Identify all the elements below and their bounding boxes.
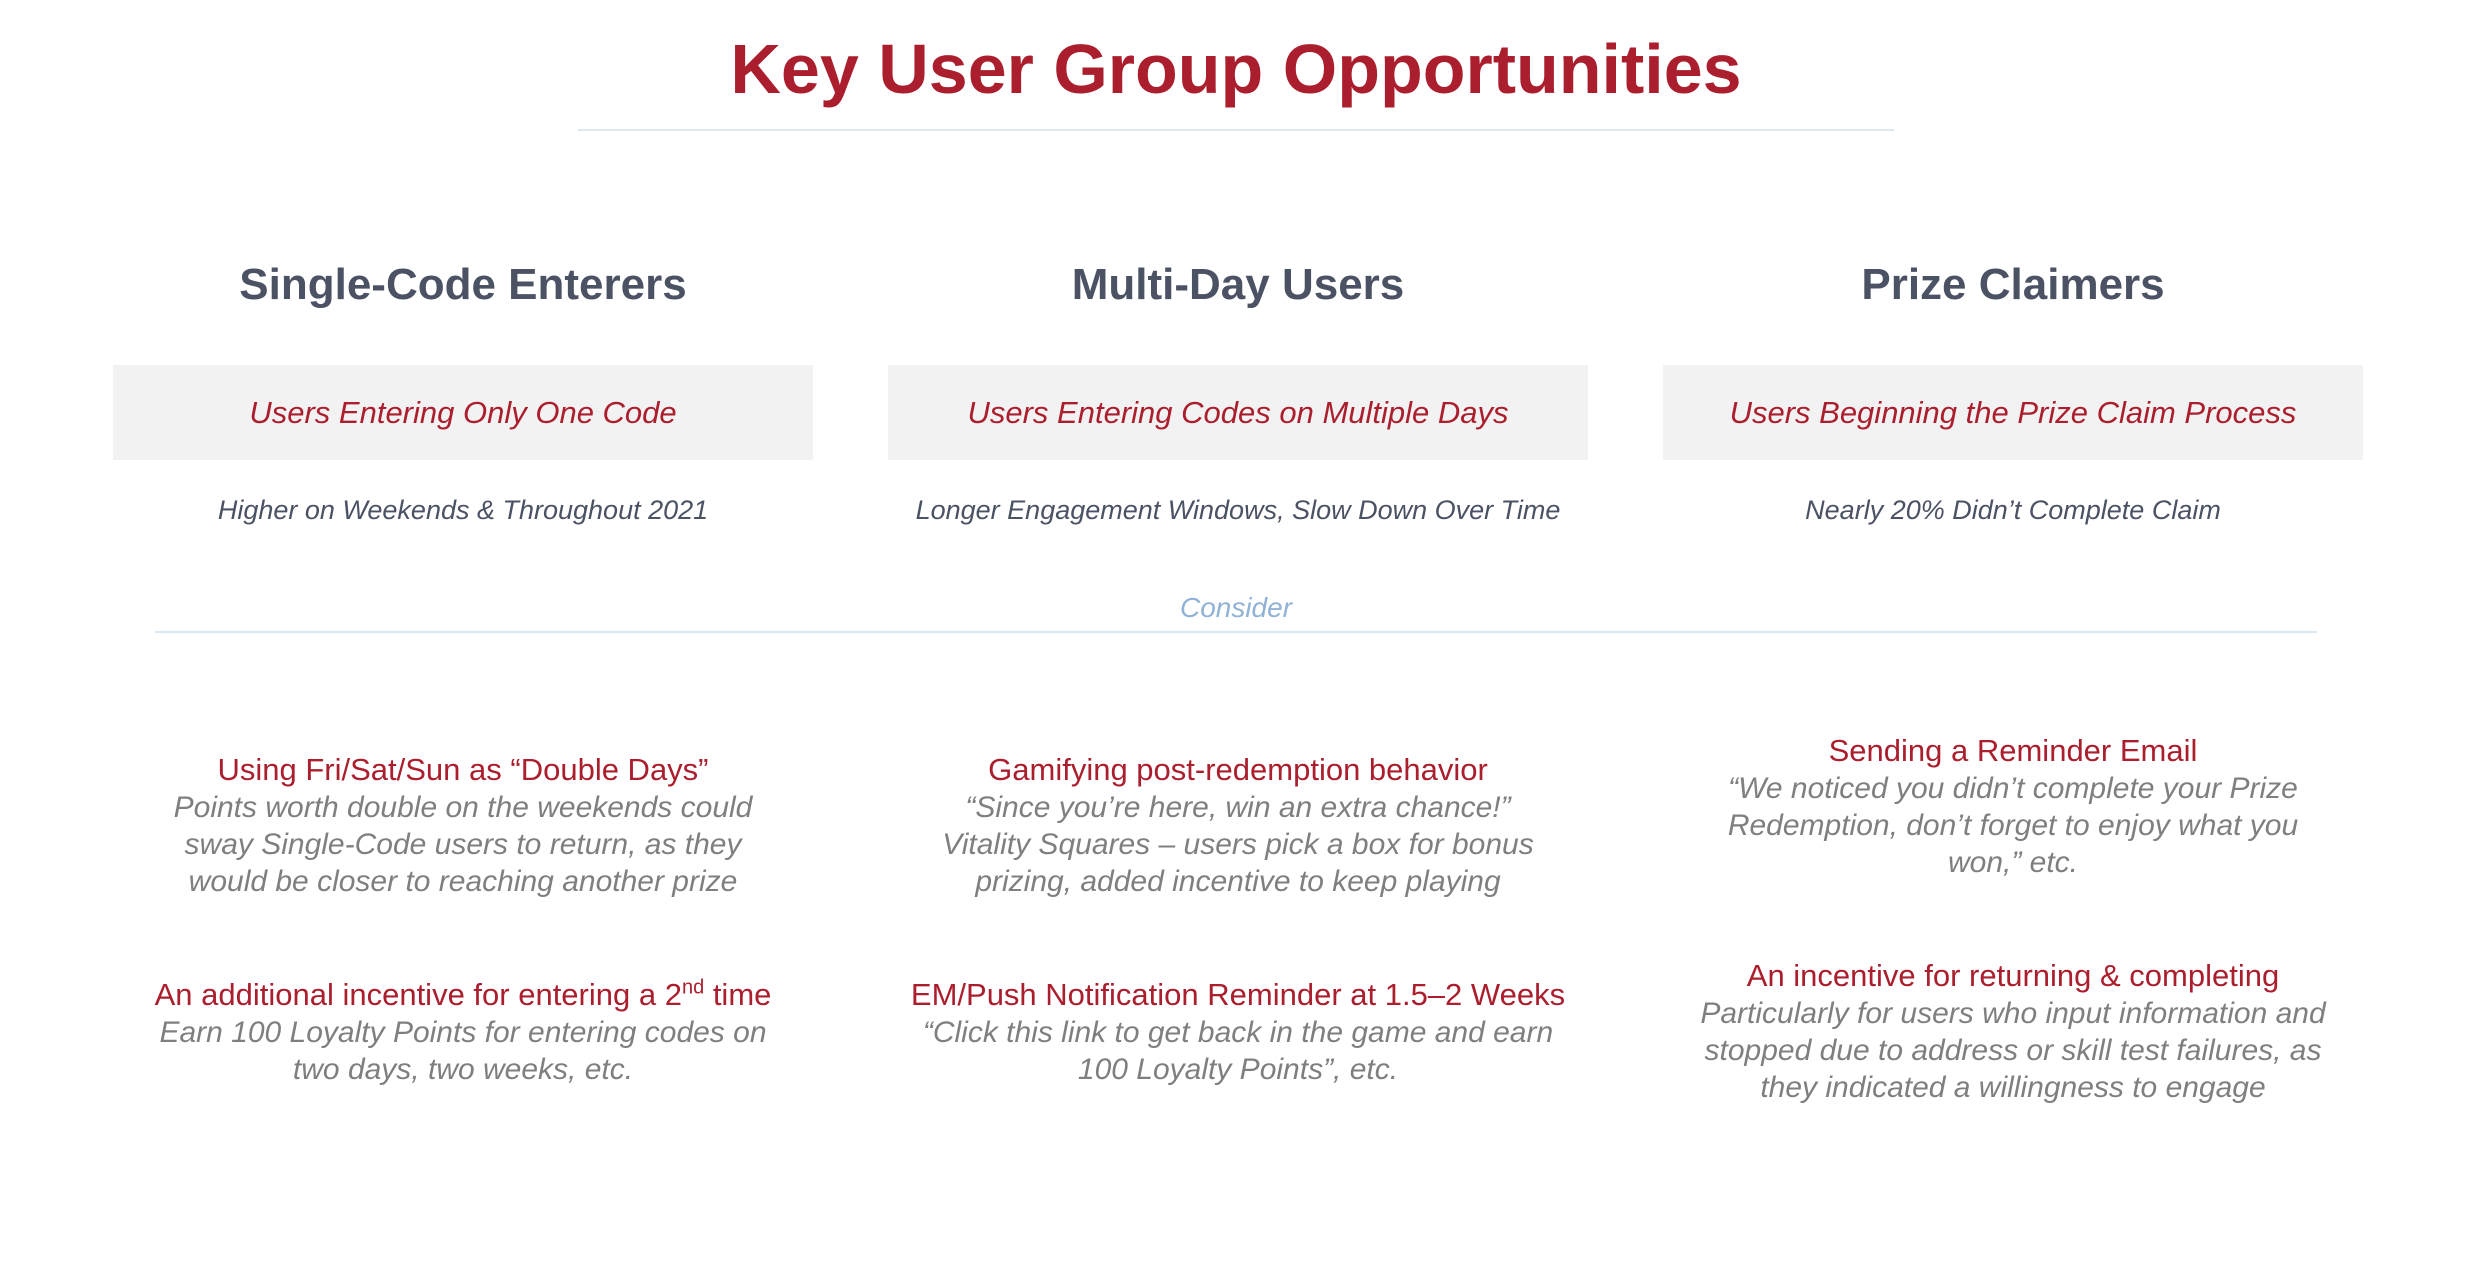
group-definition-text: Users Beginning the Prize Claim Process: [1729, 394, 2297, 430]
group-definition-box: [1663, 365, 2363, 460]
idea-heading: EM/Push Notification Reminder at 1.5–2 Weeks: [910, 977, 1566, 1012]
idea-body-line: “We noticed you didn’t complete your Prize: [1728, 772, 2298, 805]
idea-body-line: they indicated a willingness to engage: [1760, 1071, 2266, 1104]
group-finding: Nearly 20% Didn’t Complete Claim: [1805, 495, 2221, 525]
idea-body-line: stopped due to address or skill test failures, as: [1704, 1034, 2322, 1067]
idea-body-line: “Since you’re here, win an extra chance!”: [965, 791, 1511, 824]
idea-block: [888, 751, 1588, 900]
group-finding: Higher on Weekends & Throughout 2021: [217, 495, 709, 525]
title-divider: [578, 129, 1894, 131]
idea-body: [888, 789, 1588, 900]
idea-body-line: “Click this link to get back in the game and earn: [922, 1016, 1554, 1049]
idea-body-line: Vitality Squares – users pick a box for bonus: [942, 828, 1534, 861]
idea-block: [1663, 957, 2363, 1106]
idea-body: [113, 789, 813, 900]
idea-body: [1663, 770, 2363, 881]
idea-heading-suffix: time: [704, 977, 772, 1012]
idea-heading-superscript: nd: [681, 976, 705, 999]
idea-heading: Using Fri/Sat/Sun as “Double Days”: [217, 752, 709, 787]
idea-body-line: Particularly for users who input information and: [1700, 997, 2326, 1030]
idea-body-line: prizing, added incentive to keep playing: [975, 865, 1501, 898]
idea-block: [1663, 732, 2363, 881]
group-finding: Longer Engagement Windows, Slow Down Over Time: [915, 495, 1561, 525]
idea-body-line: Redemption, don’t forget to enjoy what you: [1727, 809, 2299, 842]
idea-body-line: sway Single-Code users to return, as they: [184, 828, 742, 861]
group-definition-box: [113, 365, 813, 460]
idea-body-line: won,” etc.: [1947, 846, 2079, 879]
idea-body-line: two days, two weeks, etc.: [292, 1053, 634, 1086]
group-heading-single-code-enterers: Single-Code Enterers: [239, 260, 687, 309]
consider-divider: [155, 631, 2317, 633]
idea-body-line: Points worth double on the weekends could: [173, 791, 753, 824]
idea-block: [113, 751, 813, 900]
idea-block: [113, 976, 813, 1088]
group-heading-multi-day-users: Multi-Day Users: [1071, 260, 1405, 309]
idea-body-line: would be closer to reaching another prize: [188, 865, 738, 898]
idea-heading: [113, 976, 813, 1014]
idea-body: [113, 1014, 813, 1088]
group-heading-prize-claimers: Prize Claimers: [1861, 260, 2165, 309]
page-title: Key User Group Opportunities: [730, 30, 1742, 108]
idea-heading: Gamifying post-redemption behavior: [988, 752, 1488, 787]
group-definition-text: Users Entering Codes on Multiple Days: [967, 394, 1509, 430]
group-definition-text: Users Entering Only One Code: [249, 394, 677, 430]
idea-body: [1663, 995, 2363, 1106]
group-definition-box: [888, 365, 1588, 460]
idea-heading: Sending a Reminder Email: [1828, 733, 2198, 768]
idea-block: [888, 976, 1588, 1088]
consider-label: Consider: [1179, 592, 1293, 623]
idea-body: [888, 1014, 1588, 1088]
idea-body-line: 100 Loyalty Points”, etc.: [1077, 1053, 1399, 1086]
idea-heading-prefix: An additional incentive for entering a 2: [154, 977, 682, 1012]
idea-body-line: Earn 100 Loyalty Points for entering codes on: [159, 1016, 767, 1049]
idea-heading: An incentive for returning & completing: [1746, 958, 2280, 993]
